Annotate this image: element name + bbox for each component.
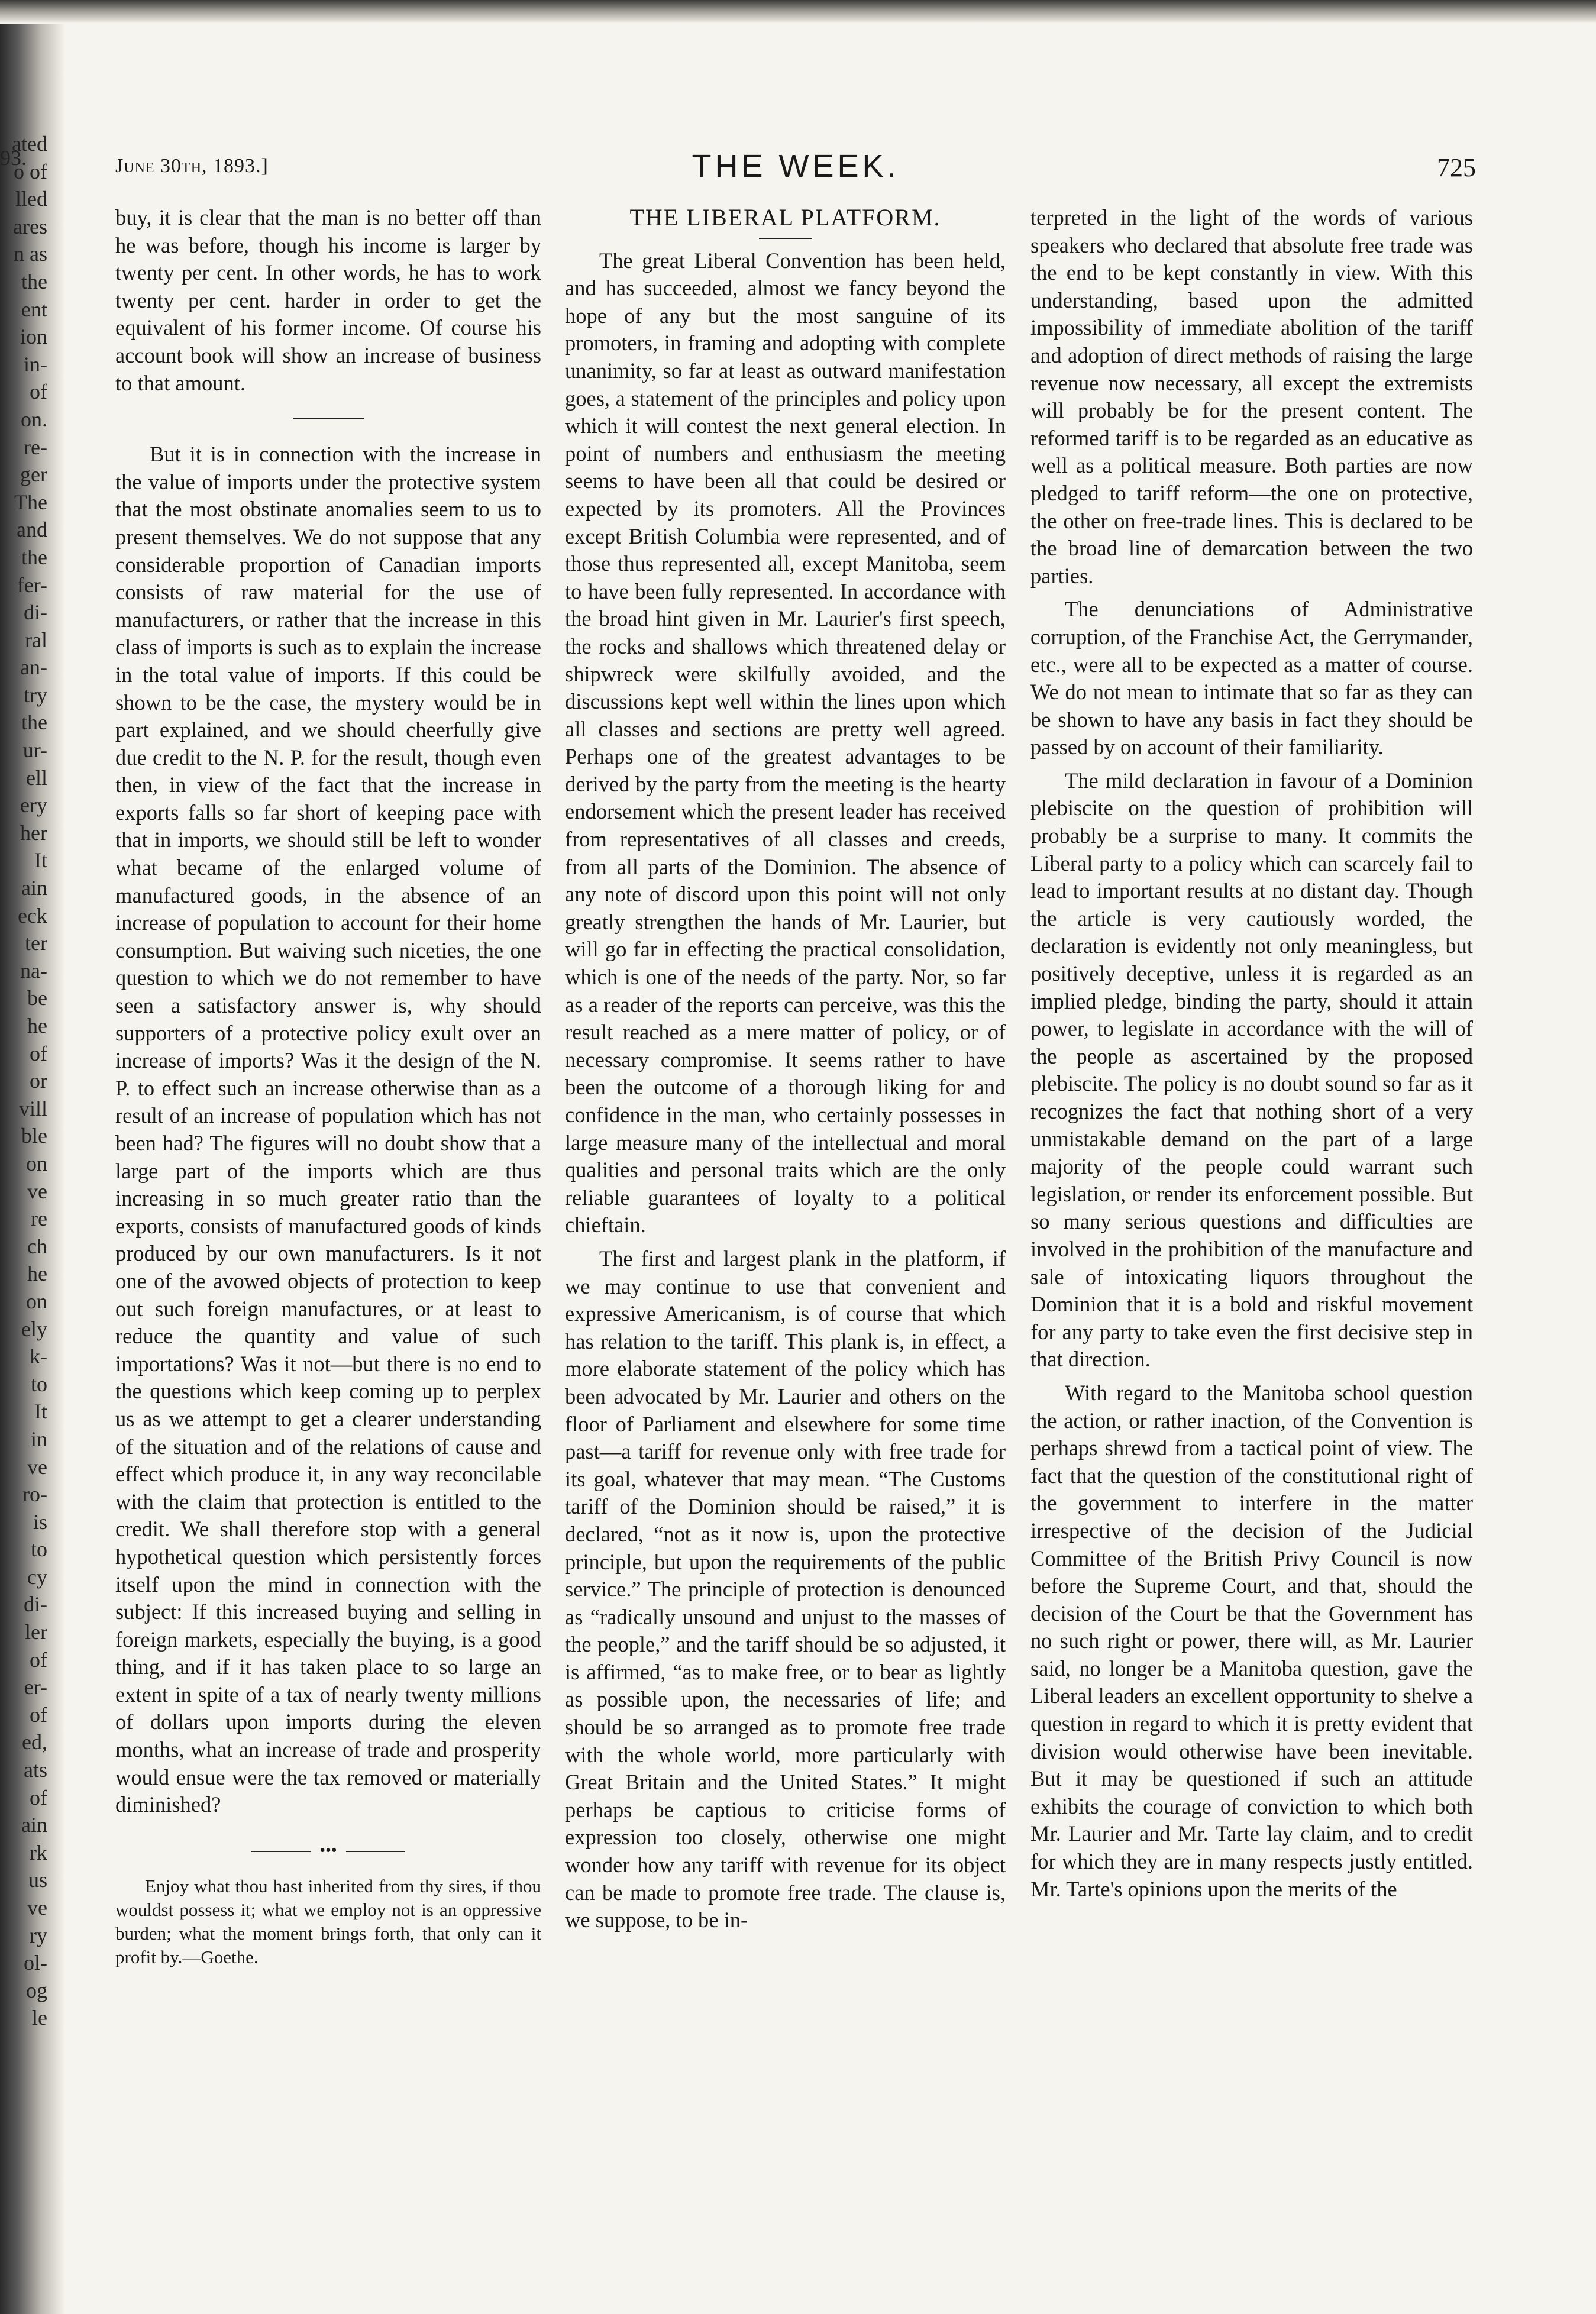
margin-fragment: he — [27, 1014, 47, 1038]
column-2 — [565, 204, 1006, 1934]
margin-fragment: le — [32, 2006, 47, 2030]
ornamental-divider: ••• — [251, 1845, 405, 1857]
margin-fragment: re- — [24, 435, 47, 459]
margin-fragment: of — [30, 380, 47, 404]
margin-fragment: to — [30, 1537, 47, 1562]
column-2-paragraph-1: The great Liberal Convention has been held, and has succeeded, almost we fancy beyond the hope of any but the most sanguine of its promoters, in framing and adopting with complete unanimity, so far at least as outward manifestation goes, a statement of the principles and policy upon which it will contest the next general election. In point of numbers and enthusiasm the meeting seems to have been all that could be desired or expected by its promoters. All the Provinces except British Columbia were represented, and of those thus represented all, except Manitoba, seem to have been fully represented. In accordance with the broad hint given in Mr. Laurier's first speech, the rocks and shallows which threatened delay or shipwreck were skilfully avoided, and the discussions kept well within the lines upon which all classes and sections are pretty well agreed. Perhaps one of the greatest advantages to be derived by the party from the meeting is the hearty endorsement which the present leader has received from representatives of all classes and creeds, from all parts of the Dominion. The absence of any note of discord upon this point will not only greatly strengthen the hands of Mr. Laurier, but will go far in effecting the practical consolidation, which is one of the needs of the party. Nor, so far as a reader of the reports can perceive, was this the result reached as a mere matter of policy, or of necessary compromise. It seems rather to have been the outcome of a thorough liking for and confidence in the man, who certainly possesses in large measure many of the intellectual and moral qualities and personal traits which are the only reliable guarantees of loyalty to a political chieftain. — [565, 248, 1006, 1237]
margin-fragment: is — [33, 1510, 47, 1534]
column-3-paragraph-4: With regard to the Manitoba school question the action, or rather inaction, of the Convention is perhaps shrewd from a tactical point of view. The fact that the question of the constitutional right of the government to interfere in the matter irrespective of the decision of the Judicial Committee of the British Privy Council is now before the Supreme Court, and that, should the decision of the Court be that the Government has no such right or power, there will, as Mr. Laurier said, no longer be a Manitoba question, gave the Liberal leaders an excellent opportunity to shelve a question in regard to which it is pretty evident that division would otherwise have been inevitable. But it may be questioned if such an attitude exhibits the courage of conviction to which both Mr. Laurier and Mr. Tarte lay claim, and to credit for which they are in many respects justly entitled. Mr. Tarte's opinions upon the merits of the — [1030, 1380, 1473, 1901]
previous-page-number-fragment: 93. — [0, 146, 27, 170]
section-divider — [293, 418, 364, 419]
margin-fragment: ain — [21, 876, 47, 900]
margin-fragment: fer- — [17, 573, 47, 597]
margin-fragment: and — [17, 518, 47, 542]
publication-title: THE WEEK. — [692, 148, 900, 184]
margin-fragment: ve — [27, 1896, 47, 1919]
margin-fragment: rk — [30, 1840, 47, 1864]
margin-fragment: to — [30, 1372, 47, 1396]
margin-fragment: ely — [21, 1317, 47, 1341]
margin-fragment: eck — [18, 903, 47, 927]
margin-fragment: ats — [24, 1758, 47, 1782]
margin-fragment: ur- — [22, 738, 47, 762]
margin-fragment: di- — [24, 600, 47, 625]
margin-fragment: n as — [14, 242, 47, 266]
margin-fragment: og — [26, 1978, 47, 2002]
margin-fragment: It — [34, 848, 47, 872]
column-3 — [1030, 204, 1473, 1903]
margin-fragment: an- — [20, 655, 47, 680]
margin-fragment: in — [30, 1427, 47, 1451]
margin-fragment: lled — [15, 187, 47, 211]
margin-fragment: the — [21, 710, 47, 735]
margin-fragment: ed, — [22, 1730, 47, 1754]
issue-date: June 30th, 1893.] — [115, 155, 269, 177]
page-header — [115, 148, 1476, 201]
margin-fragment: o of — [14, 159, 47, 183]
margin-fragment: ch — [27, 1234, 47, 1258]
margin-fragment: or — [30, 1069, 47, 1093]
margin-fragment: he — [27, 1262, 47, 1286]
margin-fragment: ol- — [24, 1951, 47, 1975]
column-1 — [115, 204, 541, 1969]
margin-fragment: ion — [20, 325, 47, 349]
margin-fragment: of — [30, 1647, 47, 1672]
margin-fragment: er- — [24, 1675, 47, 1699]
margin-fragment: di- — [24, 1592, 47, 1617]
column-1-paragraph-1: buy, it is clear that the man is no better off than he was before, though his income is larger by twenty per cent. In other words, he has to work twenty per cent. harder in order to get the equivalent of his former income. Of course his account book will show an increase of business to that amount. — [115, 205, 541, 395]
margin-fragment: ares — [13, 214, 47, 238]
margin-fragment: her — [20, 820, 47, 845]
margin-fragment: the — [21, 545, 47, 569]
margin-fragment: ro- — [22, 1482, 47, 1507]
margin-fragment: ve — [27, 1179, 47, 1203]
column-2-paragraph-2: The first and largest plank in the platform, if we may continue to use that convenient and expressive Americanism, is of course that which has relation to the tariff. This plank is, in effect, a more elaborate statement of the policy which has been advocated by Mr. Laurier and others on the floor of Parliament and elsewhere for some time past—a tariff for revenue only with free trade for its goal, whatever that may mean. “The Customs tariff of the Dominion should be raised,” it is declared, “not as it now is, upon the protective principle, but upon the requirements of the public service.” The principle of protection is denounced as “radically unsound and unjust to the masses of the people,” and the tariff should be so adjusted, it is affirmed, “as to make free, or to bear as lightly as possible upon, the necessaries of life; and should be so arranged as to promote free trade with the whole world, more particularly with Great Britain and the United States.” It might perhaps be captious to criticise forms of expression too closely, otherwise one might wonder how any tariff with revenue for its object can be made to promote free trade. The clause is, we suppose, to be in- — [565, 1246, 1006, 1932]
margin-fragment: us — [28, 1868, 47, 1892]
margin-fragment: on — [26, 1151, 47, 1175]
column-1-paragraph-2: But it is in connection with the increase in the value of imports under the protective system that the most obstinate anomalies seem to us to present themselves. We do not suppose that any considerable proportion of Canadian imports consists of raw material for the use of manufacturers, or rather that the increase in this class of imports is such as to explain the increase in the total value of imports. If this could be shown to be the case, the mystery would be in part explained, and we should cheerfully give due credit to the N. P. for the result, though even then, in view of the fact that the increase in exports falls so far short of keeping pace with that in imports, we should still be left to wonder what became of the enlarged volume of manufactured goods, in the absence of an increase of population to account for their home consumption. But waiving such niceties, the one question to which we do not remember to have seen a satisfactory answer is, why should supporters of a protective policy exult over an increase of imports? Was it the design of the N. P. to effect such an increase otherwise than as a result of an increase of population which has not been had? The figures will no doubt show that a large part of the imports which are thus increasing in so much greater ratio than the exports, consists of manufactured goods of kinds produced by our own manufacturers. Is it not one of the avowed objects of protection to keep out such foreign manufactures, or at least to reduce the quantity and value of such importations? Was it not—but there is no end to the questions which keep coming up to perplex us as we attempt to get a clearer understanding of the situation and of the relations of cause and effect which produce it, in any way reconcilable with the claim that protection is entitled to the credit. We shall therefore stop with a general hypothetical question which persistently forces itself upon the mind in connection with the subject: If this increased buying and selling in foreign markets, especially the buying, is a good thing, and if it has taken place to so large an extent in spite of a tax of nearly twenty millions of dollars upon imports during the eleven months, what an increase of trade and prosperity would ensue were the tax removed or materially diminished? — [115, 442, 541, 1817]
goethe-quote: Enjoy what thou hast inherited from thy sires, if thou wouldst possess it; what we employ not is an oppressive burden; what the moment brings forth, that only can it profit by.—Goethe. — [115, 1875, 541, 1967]
margin-fragment: cy — [27, 1565, 47, 1589]
margin-fragment: ain — [21, 1813, 47, 1837]
margin-fragment: ell — [26, 765, 47, 790]
margin-fragment: of — [30, 1702, 47, 1727]
margin-fragment: k- — [30, 1345, 47, 1369]
margin-fragment: vill — [18, 1096, 47, 1120]
column-3-paragraph-3: The mild declaration in favour of a Dominion plebiscite on the question of prohibition will probably be a surprise to many. It commits the Liberal party to a policy which can scarcely fail to lead to important results at no distant day. Though the article is very cautiously worded, the declaration is evidently not only meaningless, but positively deceptive, unless it is regarded as an implied pledge, binding the party, should it attain power, to legislate in accordance with the will of the people as ascertained by the proposed plebiscite. The policy is no doubt sound so far as it recognizes the fact that nothing short of a very unmistakable demand on the part of a large majority of the people could warrant such legislation, or render its enforcement possible. But so many serious questions and difficulties are involved in the prohibition of the manufacture and sale of intoxicating liquors throughout the Dominion that it is a bold and riskful movement for any party to take even the first decisive step in that direction. — [1030, 768, 1473, 1372]
page-number: 725 — [1437, 153, 1476, 182]
margin-fragment: re — [31, 1207, 47, 1231]
margin-fragment: on. — [21, 407, 47, 431]
margin-fragment: The — [14, 490, 47, 514]
margin-fragment: ry — [30, 1923, 47, 1947]
margin-fragment: in- — [24, 352, 47, 376]
page-top-shadow — [0, 0, 1596, 24]
margin-fragment: be — [27, 986, 47, 1010]
margin-fragment: of — [30, 1785, 47, 1809]
title-rule — [759, 238, 812, 239]
margin-fragment: ral — [25, 628, 47, 652]
margin-fragment: ter — [25, 931, 47, 955]
column-3-paragraph-2: The denunciations of Administrative corruption, of the Franchise Act, the Gerrymander, etc., were all to be expected as a matter of course. We do not mean to intimate that so far as they can be shown to have any basis in fact they should be passed by on account of their familiarity. — [1030, 597, 1473, 760]
previous-page-margin-fragments — [0, 130, 47, 2283]
margin-fragment: ated — [12, 132, 47, 156]
margin-fragment: ent — [21, 297, 47, 321]
margin-fragment: ery — [20, 793, 47, 817]
margin-fragment: try — [24, 683, 47, 707]
article-title: THE LIBERAL PLATFORM. — [629, 204, 941, 231]
margin-fragment: ger — [20, 463, 47, 487]
margin-fragment: on — [26, 1289, 47, 1313]
margin-fragment: It — [34, 1400, 47, 1424]
margin-fragment: the — [21, 269, 47, 293]
column-3-paragraph-1: terpreted in the light of the words of various speakers who declared that absolute free trade was the end to be kept constantly in view. With this understanding, based upon the admitted impossibility of immediate abolition of the tariff and adoption of direct methods of raising the large revenue now necessary, all except the extremists will probably be for the present content. The reformed tariff is to be regarded as an educative as well as a political measure. Both parties are now pledged to tariff reform—the one on protective, the other on free-trade lines. This is declared to be the broad line of demarcation between the two parties. — [1030, 205, 1473, 588]
margin-fragment: ler — [25, 1620, 47, 1644]
margin-fragment: na- — [20, 958, 47, 983]
margin-fragment: ble — [21, 1124, 47, 1148]
margin-fragment: ve — [27, 1455, 47, 1479]
margin-fragment: of — [30, 1041, 47, 1065]
